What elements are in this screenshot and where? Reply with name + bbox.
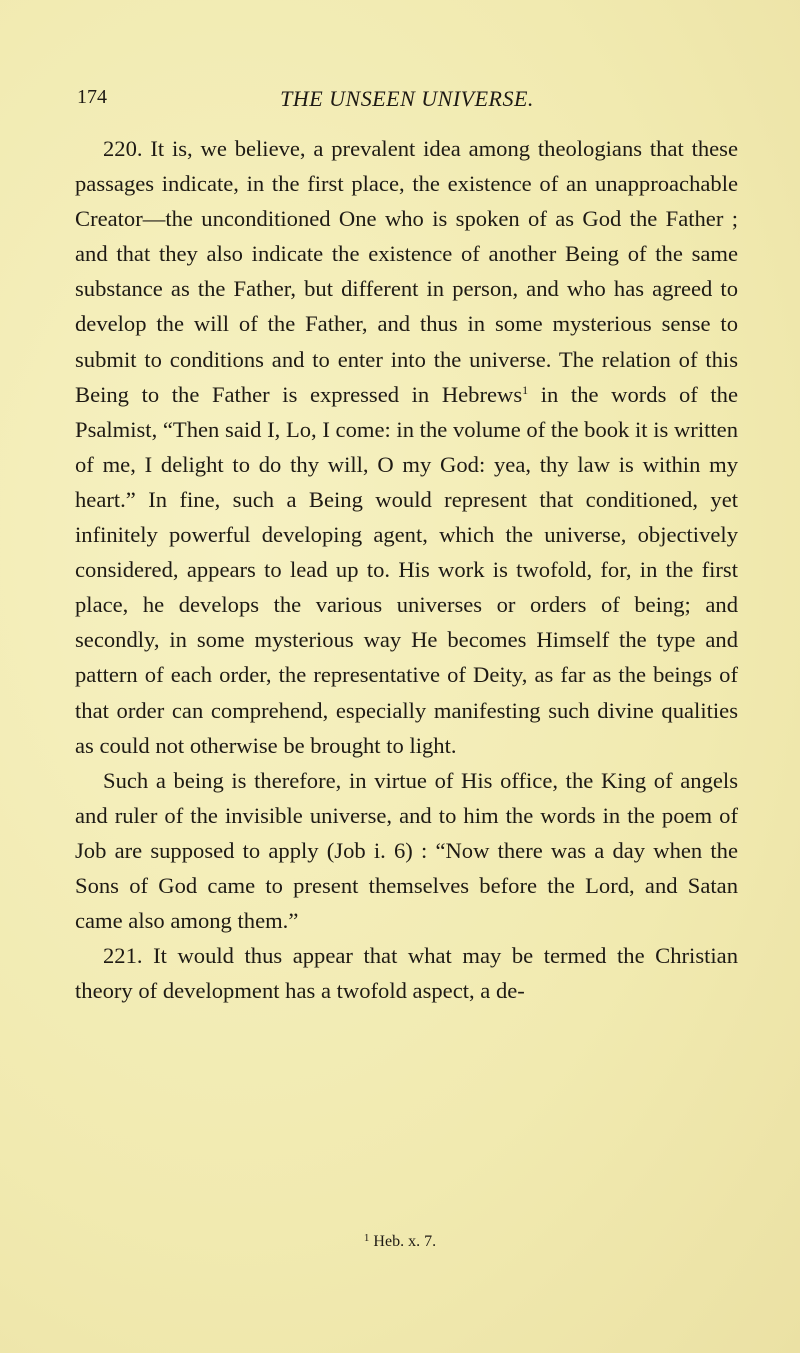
footnote xyxy=(0,1233,800,1251)
paragraph-text: in the words of the Psalmist, “Then said I, Lo, I come: in the volume of the book it is written of me, I delight to do thy will, O my God: yea, thy law is within my heart.” In fine, such a Being would represent that conditioned, yet infinitely powerful developing agent, which the universe, objectively considered, appears to lead up to. His work is twofold, for, in the first place, he develops the various universes or orders of being; and secondly, in some mysterious way He becomes Himself the type and pattern of each order, the representative of Deity, as far as the beings of that order can comprehend, especially manifesting such divine qualities as could not otherwise be brought to light. xyxy=(75,381,738,758)
footnote-reference[interactable]: 1 xyxy=(522,382,529,397)
page-number: 174 xyxy=(77,86,107,108)
page-header xyxy=(77,80,737,116)
paragraph-such-a-being: Such a being is therefore, in virtue of His office, the King of angels and ruler of the invisible universe, and to him the words in the poem of Job are supposed to apply (Job i. 6) : “Now there was a day when the Sons of God came to present themselves before the Lord, and Satan came also among them.” xyxy=(75,767,738,934)
footnote-text: Heb. x. 7. xyxy=(373,1233,437,1250)
body-text xyxy=(75,131,738,1008)
footnote-marker: 1 xyxy=(363,1232,370,1244)
paragraph-220 xyxy=(75,131,738,763)
paragraph-221: 221. It would thus appear that what may be termed the Christian theory of development has a twofold aspect, a de- xyxy=(75,943,738,1004)
running-title: THE UNSEEN UNIVERSE. xyxy=(280,86,534,111)
paragraph-text: 220. It is, we believe, a prevalent idea among theologians that these passages indicate, in the first place, the existence of an unapproachable Creator—the unconditioned One who is spoken of as God the Father ; and that they also indicate the existence of another Being of the same substance as the Father, but different in person, and who has agreed to develop the will of the Father, and thus in some mysterious sense to submit to conditions and to enter into the universe. The relation of this Being to the Father is expressed in Hebrews xyxy=(75,136,738,407)
